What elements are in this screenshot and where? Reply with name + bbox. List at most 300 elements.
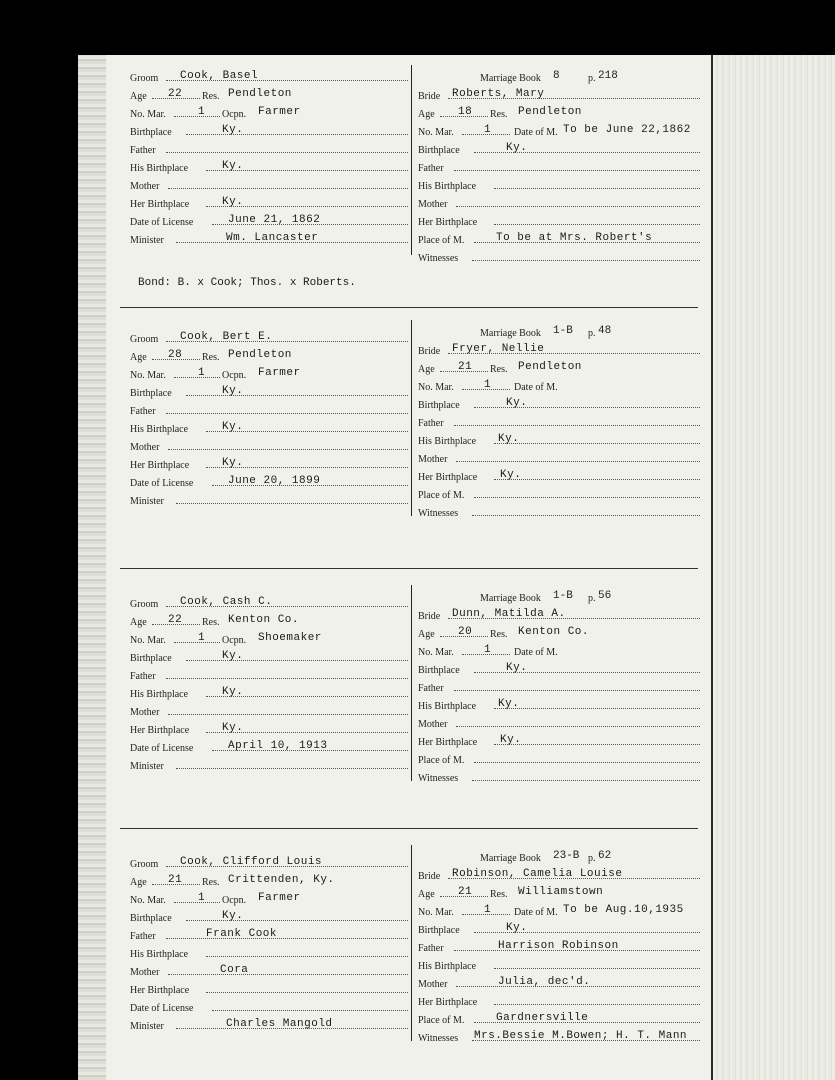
groom-no-mar-ocpn-value: Farmer: [258, 892, 301, 904]
bride-value: Fryer, Nellie: [452, 343, 545, 355]
groom-mother-dotted-line: [168, 449, 408, 450]
groom-mother-row: [130, 703, 408, 721]
place-of-m-row: [418, 751, 708, 769]
bride-no-mar-value: 1: [484, 644, 492, 656]
marriage-book-number: 1-B: [553, 325, 573, 337]
groom-his-birthplace-label: His Birthplace: [130, 689, 189, 700]
groom-mother-label: Mother: [130, 181, 160, 192]
bride-age-row: [418, 885, 708, 903]
groom-value: Cook, Bert E.: [180, 331, 273, 343]
groom-no-mar-row: [130, 631, 408, 649]
bride-age-res-value: Williamstown: [518, 886, 604, 898]
date-of-license-label: Date of License: [130, 743, 194, 754]
bride-mother-value: Julia, dec'd.: [498, 976, 591, 988]
page-prefix: p.: [588, 593, 596, 604]
groom-birthplace-value: Ky.: [222, 385, 244, 397]
groom-birthplace-row: [130, 909, 408, 927]
place-of-m-row: [418, 231, 708, 249]
bride-her-birthplace-dotted-line: [494, 224, 700, 225]
groom-her-birthplace-row: [130, 456, 408, 474]
witnesses-label: Witnesses: [418, 508, 459, 519]
bride-mother-dotted-line: [456, 726, 700, 727]
groom-age-res-value: Pendleton: [228, 88, 292, 100]
bride-no-mar-label: No. Mar.: [418, 647, 454, 658]
groom-her-birthplace-row: [130, 195, 408, 213]
date-of-license-label: Date of License: [130, 217, 194, 228]
bride-mother-label: Mother: [418, 719, 448, 730]
minister-value: Wm. Lancaster: [226, 232, 319, 244]
record-divider: [120, 568, 698, 569]
bride-her-birthplace-dotted-line: [494, 1004, 700, 1005]
groom-her-birthplace-value: Ky.: [222, 196, 244, 208]
bride-no-mar-value: 1: [484, 379, 492, 391]
bride-mother-row: [418, 195, 708, 213]
page-prefix: p.: [588, 853, 596, 864]
minister-row: [130, 231, 408, 249]
groom-no-mar-label: No. Mar.: [130, 370, 166, 381]
witnesses-label: Witnesses: [418, 773, 459, 784]
groom-father-row: [130, 927, 408, 945]
bride-no-mar-row: [418, 903, 708, 921]
groom-column: [130, 330, 408, 510]
place-of-m-dotted-line: [474, 497, 700, 498]
place-of-m-value: To be at Mrs. Robert's: [496, 232, 653, 244]
witnesses-row: [418, 504, 708, 522]
groom-his-birthplace-label: His Birthplace: [130, 424, 189, 435]
groom-her-birthplace-dotted-line: [206, 992, 408, 993]
groom-father-label: Father: [130, 931, 156, 942]
groom-mother-dotted-line: [168, 188, 408, 189]
groom-column: [130, 595, 408, 775]
groom-age-value: 22: [168, 88, 183, 100]
groom-his-birthplace-dotted-line: [206, 956, 408, 957]
minister-label: Minister: [130, 1021, 164, 1032]
bride-row: [418, 87, 708, 105]
column-separator: [411, 65, 412, 255]
scan-top-border: [0, 0, 835, 55]
groom-his-birthplace-value: Ky.: [222, 160, 244, 172]
place-of-m-label: Place of M.: [418, 1015, 465, 1026]
date-of-license-dotted-line: [212, 1010, 408, 1011]
groom-age-row: [130, 613, 408, 631]
bride-birthplace-row: [418, 921, 708, 939]
bride-his-birthplace-label: His Birthplace: [418, 961, 477, 972]
groom-birthplace-value: Ky.: [222, 910, 244, 922]
groom-birthplace-label: Birthplace: [130, 388, 172, 399]
bride-his-birthplace-dotted-line: [494, 443, 700, 444]
groom-age-value: 28: [168, 349, 183, 361]
bride-age-label: Age: [418, 629, 435, 640]
groom-father-row: [130, 141, 408, 159]
date-of-license-value: June 20, 1899: [228, 475, 321, 487]
bride-column: [418, 324, 708, 522]
groom-no-mar-value: 1: [198, 892, 206, 904]
bride-value: Roberts, Mary: [452, 88, 545, 100]
groom-no-mar-ocpn-value: Farmer: [258, 367, 301, 379]
date-of-license-row: [130, 474, 408, 492]
groom-birthplace-value: Ky.: [222, 650, 244, 662]
bride-father-row: [418, 159, 708, 177]
bride-age-value: 21: [458, 886, 473, 898]
marriage-book-row: [418, 589, 708, 607]
groom-mother-label: Mother: [130, 707, 160, 718]
groom-age-row: [130, 873, 408, 891]
groom-no-mar-value: 1: [198, 632, 206, 644]
bride-value: Robinson, Camelia Louise: [452, 868, 623, 880]
groom-row: [130, 855, 408, 873]
groom-birthplace-label: Birthplace: [130, 127, 172, 138]
groom-his-birthplace-value: Ky.: [222, 686, 244, 698]
right-film-edge: [715, 55, 835, 1080]
bride-his-birthplace-row: [418, 697, 708, 715]
minister-value: Charles Mangold: [226, 1018, 333, 1030]
minister-row: [130, 757, 408, 775]
marriage-record-1: [126, 65, 698, 265]
groom-age-res-label: Res.: [202, 352, 220, 363]
marriage-record-2: [126, 320, 698, 520]
marriage-book-label: Marriage Book: [480, 73, 541, 84]
groom-his-birthplace-value: Ky.: [222, 421, 244, 433]
groom-mother-label: Mother: [130, 442, 160, 453]
bride-mother-label: Mother: [418, 979, 448, 990]
record-divider: [120, 828, 698, 829]
bride-age-res-label: Res.: [490, 109, 508, 120]
bride-value: Dunn, Matilda A.: [452, 608, 566, 620]
groom-age-row: [130, 87, 408, 105]
marriage-book-number: 23-B: [553, 850, 580, 862]
groom-no-mar-ocpn-label: Ocpn.: [222, 370, 247, 381]
bride-age-row: [418, 360, 708, 378]
groom-no-mar-label: No. Mar.: [130, 109, 166, 120]
place-of-m-label: Place of M.: [418, 235, 465, 246]
marriage-book-label: Marriage Book: [480, 853, 541, 864]
groom-row: [130, 595, 408, 613]
page-prefix: p.: [588, 73, 596, 84]
bride-age-row: [418, 105, 708, 123]
bride-birthplace-label: Birthplace: [418, 145, 460, 156]
bride-father-row: [418, 939, 708, 957]
groom-birthplace-value: Ky.: [222, 124, 244, 136]
groom-no-mar-ocpn-value: Shoemaker: [258, 632, 322, 644]
groom-no-mar-row: [130, 366, 408, 384]
bride-age-res-label: Res.: [490, 889, 508, 900]
bride-no-mar-date-m-value: To be June 22,1862: [563, 124, 691, 136]
witnesses-label: Witnesses: [418, 253, 459, 264]
bride-father-row: [418, 414, 708, 432]
groom-no-mar-dotted-line: [174, 642, 220, 643]
column-separator: [411, 585, 412, 781]
bride-father-value: Harrison Robinson: [498, 940, 619, 952]
groom-age-value: 22: [168, 614, 183, 626]
groom-father-row: [130, 667, 408, 685]
bride-age-row: [418, 625, 708, 643]
minister-dotted-line: [176, 503, 408, 504]
groom-birthplace-dotted-line: [186, 134, 408, 135]
groom-age-value: 21: [168, 874, 183, 886]
bride-age-value: 21: [458, 361, 473, 373]
groom-value: Cook, Cash C.: [180, 596, 273, 608]
groom-birthplace-row: [130, 384, 408, 402]
groom-label: Groom: [130, 73, 159, 84]
groom-no-mar-label: No. Mar.: [130, 895, 166, 906]
groom-no-mar-row: [130, 891, 408, 909]
groom-father-dotted-line: [166, 413, 408, 414]
marriage-book-number: 1-B: [553, 590, 573, 602]
groom-age-res-value: Kenton Co.: [228, 614, 300, 626]
groom-birthplace-dotted-line: [186, 660, 408, 661]
date-of-license-value: June 21, 1862: [228, 214, 321, 226]
marriage-book-page: 218: [598, 70, 618, 82]
groom-no-mar-dotted-line: [174, 902, 220, 903]
bride-her-birthplace-row: [418, 213, 708, 231]
date-of-license-label: Date of License: [130, 1003, 194, 1014]
marriage-book-label: Marriage Book: [480, 328, 541, 339]
groom-father-label: Father: [130, 671, 156, 682]
bride-mother-label: Mother: [418, 454, 448, 465]
groom-value: Cook, Clifford Louis: [180, 856, 323, 868]
groom-column: [130, 855, 408, 1035]
bride-father-dotted-line: [454, 690, 700, 691]
groom-label: Groom: [130, 334, 159, 345]
page-right-border: [711, 55, 713, 1080]
bride-her-birthplace-row: [418, 733, 708, 751]
bride-her-birthplace-label: Her Birthplace: [418, 997, 478, 1008]
bride-her-birthplace-value: Ky.: [500, 734, 522, 746]
groom-mother-dotted-line: [168, 974, 408, 975]
bride-age-res-label: Res.: [490, 364, 508, 375]
groom-row: [130, 69, 408, 87]
bride-age-res-value: Pendleton: [518, 106, 582, 118]
groom-no-mar-ocpn-value: Farmer: [258, 106, 301, 118]
bride-label: Bride: [418, 871, 441, 882]
bride-no-mar-date-m-label: Date of M.: [514, 647, 558, 658]
bride-birthplace-value: Ky.: [506, 922, 528, 934]
groom-father-label: Father: [130, 145, 156, 156]
bride-mother-label: Mother: [418, 199, 448, 210]
groom-age-res-label: Res.: [202, 877, 220, 888]
marriage-book-row: [418, 69, 708, 87]
left-film-edge: [78, 55, 106, 1080]
place-of-m-row: [418, 1011, 708, 1029]
groom-row: [130, 330, 408, 348]
bride-age-label: Age: [418, 364, 435, 375]
groom-mother-row: [130, 177, 408, 195]
groom-mother-row: [130, 963, 408, 981]
date-of-license-label: Date of License: [130, 478, 194, 489]
bride-his-birthplace-dotted-line: [494, 188, 700, 189]
groom-mother-row: [130, 438, 408, 456]
marriage-book-page: 56: [598, 590, 612, 602]
groom-her-birthplace-label: Her Birthplace: [130, 460, 190, 471]
bride-birthplace-label: Birthplace: [418, 400, 460, 411]
marriage-book-row: [418, 324, 708, 342]
bride-no-mar-date-m-value: To be Aug.10,1935: [563, 904, 684, 916]
groom-father-dotted-line: [166, 152, 408, 153]
groom-label: Groom: [130, 859, 159, 870]
bride-no-mar-row: [418, 378, 708, 396]
groom-no-mar-dotted-line: [174, 377, 220, 378]
bride-her-birthplace-row: [418, 993, 708, 1011]
groom-mother-label: Mother: [130, 967, 160, 978]
bride-birthplace-label: Birthplace: [418, 665, 460, 676]
witnesses-row: [418, 249, 708, 267]
groom-age-res-value: Crittenden, Ky.: [228, 874, 335, 886]
bride-no-mar-date-m-label: Date of M.: [514, 907, 558, 918]
groom-no-mar-dotted-line: [174, 116, 220, 117]
groom-age-res-label: Res.: [202, 91, 220, 102]
bride-birthplace-value: Ky.: [506, 397, 528, 409]
bride-no-mar-row: [418, 123, 708, 141]
bride-mother-row: [418, 715, 708, 733]
groom-mother-dotted-line: [168, 714, 408, 715]
place-of-m-value: Gardnersville: [496, 1012, 589, 1024]
bride-his-birthplace-row: [418, 177, 708, 195]
bride-her-birthplace-label: Her Birthplace: [418, 472, 478, 483]
bride-age-value: 18: [458, 106, 473, 118]
groom-no-mar-ocpn-label: Ocpn.: [222, 895, 247, 906]
groom-birthplace-row: [130, 649, 408, 667]
date-of-license-value: April 10, 1913: [228, 740, 328, 752]
column-separator: [411, 320, 412, 516]
groom-father-dotted-line: [166, 938, 408, 939]
bride-column: [418, 69, 708, 267]
groom-no-mar-ocpn-label: Ocpn.: [222, 635, 247, 646]
bride-age-label: Age: [418, 889, 435, 900]
bride-row: [418, 342, 708, 360]
date-of-license-row: [130, 739, 408, 757]
groom-no-mar-label: No. Mar.: [130, 635, 166, 646]
column-separator: [411, 845, 412, 1041]
groom-label: Groom: [130, 599, 159, 610]
bride-row: [418, 607, 708, 625]
bride-label: Bride: [418, 611, 441, 622]
place-of-m-label: Place of M.: [418, 755, 465, 766]
bride-no-mar-date-m-label: Date of M.: [514, 382, 558, 393]
date-of-license-row: [130, 999, 408, 1017]
bride-birthplace-value: Ky.: [506, 662, 528, 674]
bride-his-birthplace-row: [418, 432, 708, 450]
groom-age-label: Age: [130, 91, 147, 102]
bride-his-birthplace-value: Ky.: [498, 698, 520, 710]
minister-row: [130, 492, 408, 510]
bride-his-birthplace-dotted-line: [494, 968, 700, 969]
groom-age-res-label: Res.: [202, 617, 220, 628]
groom-father-value: Frank Cook: [206, 928, 278, 940]
groom-her-birthplace-label: Her Birthplace: [130, 725, 190, 736]
page-prefix: p.: [588, 328, 596, 339]
bride-birthplace-row: [418, 141, 708, 159]
groom-column: [130, 69, 408, 249]
groom-his-birthplace-row: [130, 420, 408, 438]
groom-her-birthplace-label: Her Birthplace: [130, 199, 190, 210]
microfilm-page: [78, 55, 835, 1080]
groom-birthplace-row: [130, 123, 408, 141]
bride-no-mar-label: No. Mar.: [418, 382, 454, 393]
bride-father-label: Father: [418, 943, 444, 954]
groom-no-mar-value: 1: [198, 367, 206, 379]
groom-birthplace-dotted-line: [186, 395, 408, 396]
marriage-record-3: [126, 585, 698, 785]
minister-row: [130, 1017, 408, 1035]
place-of-m-row: [418, 486, 708, 504]
bride-mother-dotted-line: [456, 206, 700, 207]
minister-label: Minister: [130, 496, 164, 507]
bride-father-label: Father: [418, 683, 444, 694]
bride-no-mar-label: No. Mar.: [418, 907, 454, 918]
date-of-license-row: [130, 213, 408, 231]
bride-her-birthplace-row: [418, 468, 708, 486]
bride-his-birthplace-label: His Birthplace: [418, 701, 477, 712]
bride-no-mar-row: [418, 643, 708, 661]
bride-birthplace-row: [418, 661, 708, 679]
bride-her-birthplace-dotted-line: [494, 479, 700, 480]
marriage-book-number: 8: [553, 70, 560, 82]
bride-father-dotted-line: [454, 425, 700, 426]
bride-her-birthplace-label: Her Birthplace: [418, 217, 478, 228]
bride-his-birthplace-label: His Birthplace: [418, 181, 477, 192]
groom-father-dotted-line: [166, 678, 408, 679]
bride-mother-row: [418, 450, 708, 468]
minister-label: Minister: [130, 235, 164, 246]
bride-mother-dotted-line: [456, 461, 700, 462]
bride-age-res-value: Kenton Co.: [518, 626, 590, 638]
bride-age-res-label: Res.: [490, 629, 508, 640]
bride-birthplace-label: Birthplace: [418, 925, 460, 936]
groom-his-birthplace-row: [130, 945, 408, 963]
bride-birthplace-value: Ky.: [506, 142, 528, 154]
bride-label: Bride: [418, 91, 441, 102]
bride-her-birthplace-value: Ky.: [500, 469, 522, 481]
place-of-m-label: Place of M.: [418, 490, 465, 501]
groom-his-birthplace-label: His Birthplace: [130, 163, 189, 174]
groom-father-label: Father: [130, 406, 156, 417]
bride-mother-row: [418, 975, 708, 993]
bride-father-row: [418, 679, 708, 697]
bride-his-birthplace-dotted-line: [494, 708, 700, 709]
minister-dotted-line: [176, 768, 408, 769]
groom-no-mar-ocpn-label: Ocpn.: [222, 109, 247, 120]
bride-no-mar-date-m-label: Date of M.: [514, 127, 558, 138]
groom-his-birthplace-row: [130, 685, 408, 703]
minister-label: Minister: [130, 761, 164, 772]
bride-father-label: Father: [418, 163, 444, 174]
marriage-record-4: [126, 845, 698, 1045]
bride-his-birthplace-row: [418, 957, 708, 975]
groom-no-mar-row: [130, 105, 408, 123]
bride-birthplace-row: [418, 396, 708, 414]
bride-row: [418, 867, 708, 885]
witnesses-dotted-line: [472, 780, 700, 781]
bride-age-res-value: Pendleton: [518, 361, 582, 373]
groom-birthplace-label: Birthplace: [130, 653, 172, 664]
groom-mother-value: Cora: [220, 964, 249, 976]
bride-his-birthplace-label: His Birthplace: [418, 436, 477, 447]
groom-age-res-value: Pendleton: [228, 349, 292, 361]
groom-her-birthplace-value: Ky.: [222, 722, 244, 734]
groom-no-mar-value: 1: [198, 106, 206, 118]
marriage-book-page: 48: [598, 325, 612, 337]
witnesses-label: Witnesses: [418, 1033, 459, 1044]
groom-age-label: Age: [130, 617, 147, 628]
groom-her-birthplace-row: [130, 981, 408, 999]
groom-age-label: Age: [130, 352, 147, 363]
bride-his-birthplace-value: Ky.: [498, 433, 520, 445]
groom-age-label: Age: [130, 877, 147, 888]
witnesses-row: [418, 769, 708, 787]
record-divider: [120, 307, 698, 308]
groom-age-row: [130, 348, 408, 366]
bride-age-label: Age: [418, 109, 435, 120]
